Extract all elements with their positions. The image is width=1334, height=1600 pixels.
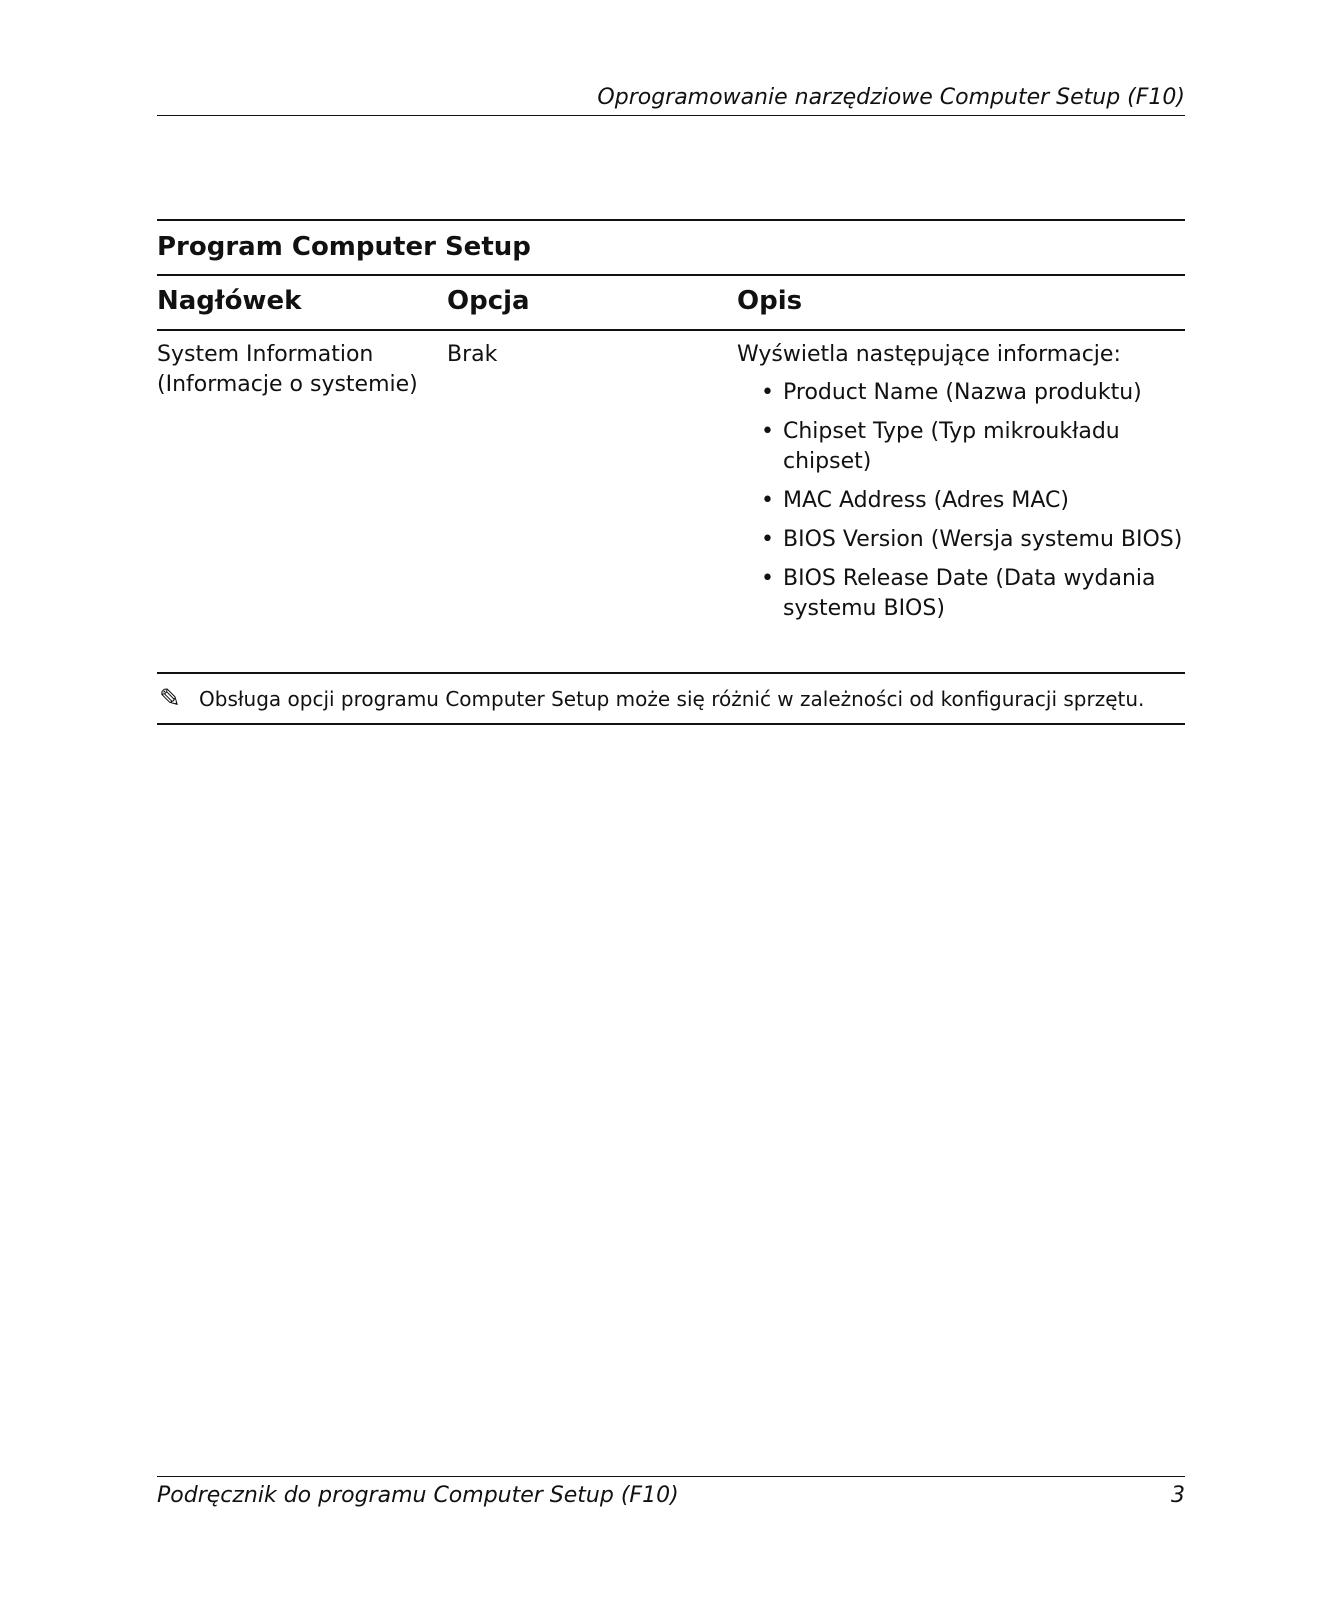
footer-title: Podręcznik do programu Computer Setup (F10) [157, 1483, 679, 1508]
column-header-option: Opcja [447, 286, 530, 316]
column-header-description: Opis [737, 286, 803, 316]
column-header-heading: Nagłówek [157, 286, 302, 316]
bullet-icon: • [761, 419, 774, 444]
description-intro: Wyświetla następujące informacje: [737, 342, 1121, 367]
table-row [157, 331, 1185, 666]
description-list [737, 378, 1185, 624]
table-title: Program Computer Setup [157, 219, 1185, 274]
cell-description [737, 340, 1185, 666]
running-header: Oprogramowanie narzędziowe Computer Setup (F10) [157, 80, 1185, 116]
pencil-note-icon: ✎ [159, 683, 181, 714]
bullet-icon: • [761, 527, 774, 552]
page-number: 3 [1171, 1483, 1185, 1508]
list-item [761, 486, 1185, 516]
list-item-text: BIOS Version (Wersja systemu BIOS) [783, 527, 1183, 552]
list-item-text: Chipset Type (Typ mikroukładu chipset) [783, 419, 1120, 474]
list-item [761, 564, 1185, 624]
setup-table [157, 219, 1185, 666]
list-item-text: MAC Address (Adres MAC) [783, 488, 1069, 513]
bullet-icon: • [761, 566, 774, 591]
table-header-row [157, 274, 1185, 331]
note-block [157, 672, 1185, 725]
bullet-icon: • [761, 380, 774, 405]
list-item [761, 417, 1185, 477]
heading-line: (Informacje o systemie) [157, 372, 418, 397]
list-item [761, 378, 1185, 408]
heading-line: System Information [157, 342, 374, 367]
bullet-icon: • [761, 488, 774, 513]
list-item [761, 525, 1185, 555]
cell-heading [157, 340, 447, 666]
note-text: Obsługa opcji programu Computer Setup może się różnić w zależności od konfiguracji sprzętu. [199, 686, 1145, 711]
list-item-text: Product Name (Nazwa produktu) [783, 380, 1142, 405]
cell-option: Brak [447, 342, 498, 367]
list-item-text: BIOS Release Date (Data wydania systemu BIOS) [783, 566, 1156, 621]
page-footer [157, 1476, 1185, 1513]
